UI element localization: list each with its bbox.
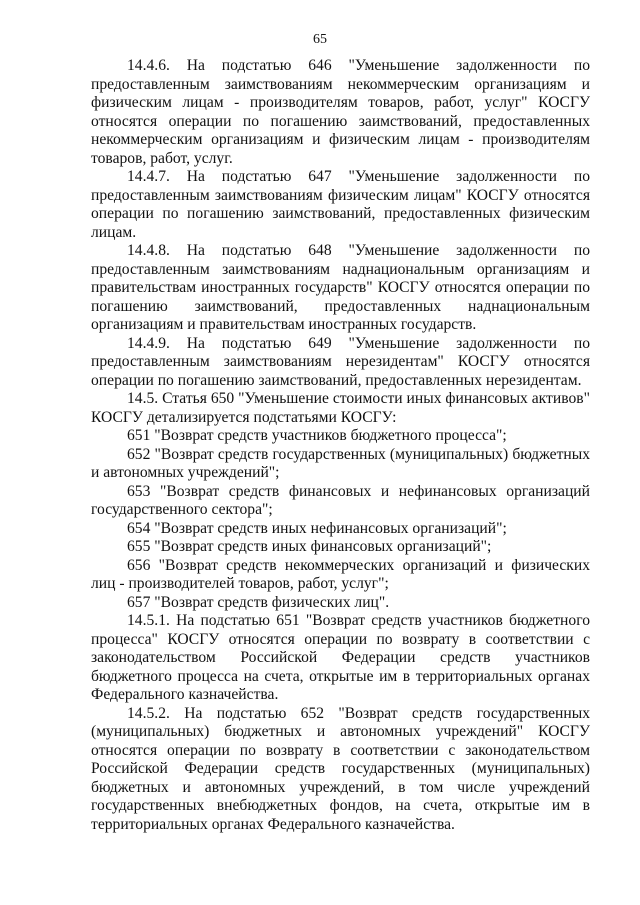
document-body	[91, 57, 590, 834]
paragraph-14-4-6: 14.4.6. На подстатью 646 "Уменьшение задолженности по предоставленным заимствованиям некоммерческим организациям и физическим лицам - производителям товаров, работ, услуг" КОСГУ относятся операции по погашению заимствований, предоставленных некоммерческим организациям и физическим лицам - производителям товаров, работ, услуг.	[91, 57, 590, 167]
paragraph-14-5-2: 14.5.2. На подстатью 652 "Возврат средств государственных (муниципальных) бюджетных и автономных учреждений" КОСГУ относятся операции по возврату в соответствии с законодательством Российской Федерации средств государственных (муниципальных) бюджетных и автономных учреждений, в том числе учреждений государственных внебюджетных фондов, на счета, открытые им в территориальных органах Федерального казначейства.	[91, 704, 590, 833]
page-number: 65	[313, 32, 327, 47]
paragraph-14-5-1: 14.5.1. На подстатью 651 "Возврат средств участников бюджетного процесса" КОСГУ относятся операции по возврату в соответствии с законодательством Российской Федерации средств участников бюджетного процесса на счета, открытые им в территориальных органах Федерального казначейства.	[91, 612, 590, 703]
list-item-656: 656 "Возврат средств некоммерческих организаций и физических лиц - производителей товаров, работ, услуг";	[91, 556, 590, 592]
list-item-651: 651 "Возврат средств участников бюджетного процесса";	[127, 427, 507, 444]
list-item-653: 653 "Возврат средств финансовых и нефинансовых организаций государственного сектора";	[91, 482, 590, 518]
paragraph-14-5: 14.5. Статья 650 "Уменьшение стоимости иных финансовых активов" КОСГУ детализируется подстатьями КОСГУ:	[91, 390, 590, 426]
paragraph-14-4-8: 14.4.8. На подстатью 648 "Уменьшение задолженности по предоставленным заимствованиям наднациональным организациям и правительствам иностранных государств" КОСГУ относятся операции по погашению заимствований, предоставленных наднациональным организациям и правительствам иностранных государств.	[91, 242, 590, 333]
list-item-657: 657 "Возврат средств физических лиц".	[127, 593, 390, 611]
list-item-655: 655 "Возврат средств иных финансовых организаций";	[127, 538, 492, 555]
paragraph-14-4-9: 14.4.9. На подстатью 649 "Уменьшение задолженности по предоставленным заимствованиям нерезидентам" КОСГУ относятся операции по погашению заимствований, предоставленных нерезидентам.	[91, 334, 590, 389]
list-item-652: 652 "Возврат средств государственных (муниципальных) бюджетных и автономных учреждений";	[91, 445, 590, 481]
paragraph-14-4-7: 14.4.7. На подстатью 647 "Уменьшение задолженности по предоставленным заимствованиям физическим лицам" КОСГУ относятся операции по погашению заимствований, предоставленных физическим лицам.	[91, 168, 590, 241]
list-item-654: 654 "Возврат средств иных нефинансовых организаций";	[127, 519, 507, 537]
